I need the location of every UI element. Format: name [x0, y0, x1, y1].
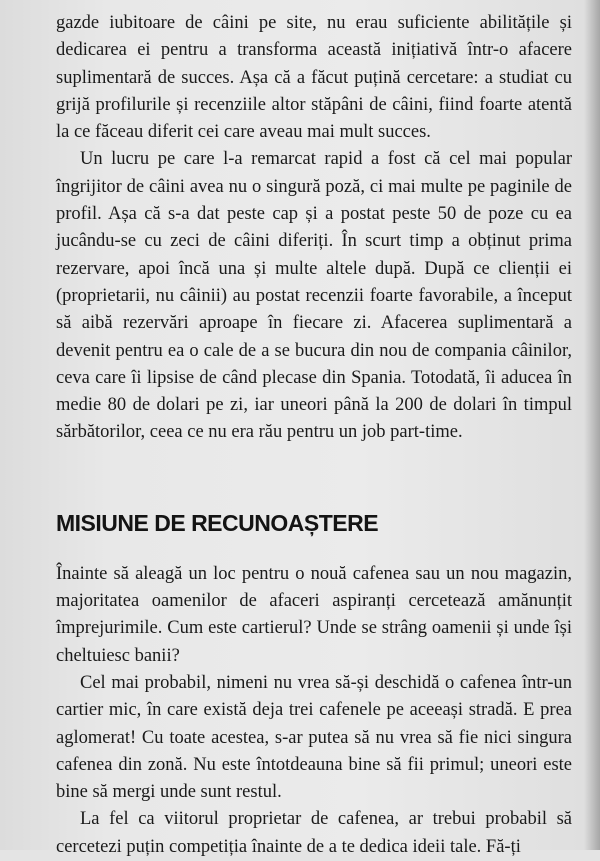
- paragraph-popular-dog-sitter: Un lucru pe care l-a remarcat rapid a fost că cel mai popular îngrijitor de câini avea nu o singură poză, ci mai multe pe paginile de profil. Așa că s-a dat peste cap și a postat peste 50 de poze cu ea jucându-se cu zeci de câini diferiți. În scurt timp a obținut prima rezervare, apoi încă una și multe altele după. După ce clienții ei (proprietarii, nu câinii) au postat recenzii foarte favorabile, a început să aibă rezervări aproape în fiecare zi. Afacerea suplimentară a devenit pentru ea o cale de a se bucura din nou de compania câinilor, ceva care îi lipsise de când plecase din Spania. Totodată, îi aducea în medie 80 de dolari pe zi, iar uneori până la 200 de dolari în timpul sărbătorilor, ceea ce nu era rău pentru un job part-time.: [56, 149, 572, 443]
- section-heading: MISIUNE DE RECUNOAȘTERE: [56, 509, 379, 536]
- paragraph-continued: gazde iubitoare de câini pe site, nu erau suficiente abilitățile și dedicarea ei pentru a transforma această inițiativă într-o afacere suplimentară de succes. Așa că a făcut puțină cercetare: a studiat cu grijă profilurile și recenziile altor stăpâni de câini, fiind foarte atentă la ce făceau diferit cei care aveau mai mult succes.: [56, 13, 572, 143]
- paragraph-reconnaissance-intro: Înainte să aleagă un loc pentru o nouă cafenea sau un nou magazin, majoritatea oamenilor de afaceri aspiranți cercetează amănunțit împrejurimile. Cum este cartierul? Unde se strâng oamenii și unde își cheltuiesc banii?: [56, 563, 572, 666]
- paragraph-competition: La fel ca viitorul proprietar de cafenea, ar trebui probabil să cercetezi puțin competiția înainte de a te dedica ideii tale. Fă-ți: [56, 809, 572, 857]
- paragraph-cafe-neighborhood: Cel mai probabil, nimeni nu vrea să-și deschidă o cafenea într-un cartier mic, în care există deja trei cafenele pe aceeași stradă. E prea aglomerat! Cu toate acestea, s-ar putea să nu vrea să fie nici singura cafenea din zonă. Nu este întotdeauna bine să fii primul; uneori este bine să mergi unde sunt restul.: [56, 672, 572, 803]
